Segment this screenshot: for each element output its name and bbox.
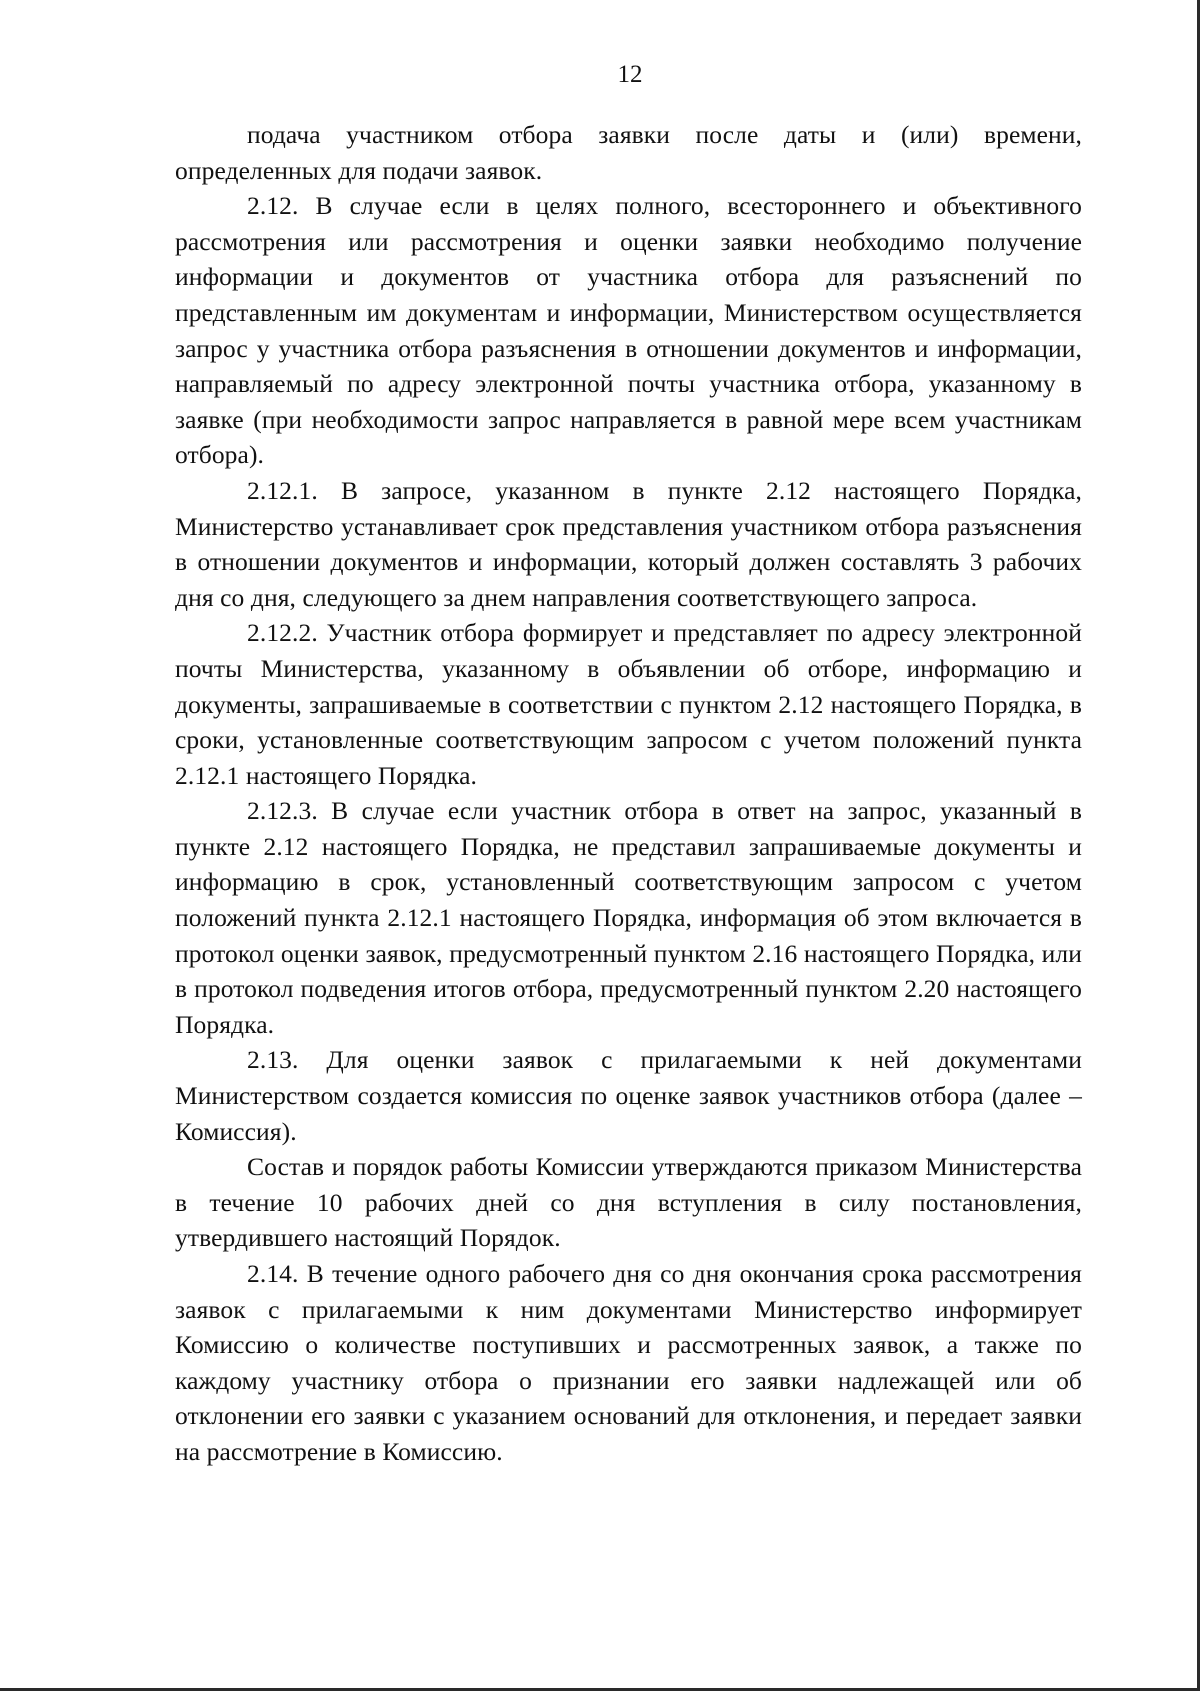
- paragraph-continuation: подача участником отбора заявки после даты и (или) времени, определенных для подачи заявок.: [175, 120, 1082, 185]
- paragraph-2-14: 2.14. В течение одного рабочего дня со дня окончания срока рассмотрения заявок с прилагаемыми к ним документами Министерство информирует Комиссию о количестве поступивших и рассмотренных заявок, а также по каждому участнику отбора о признании его заявки надлежащей или об отклонении его заявки с указанием оснований для отклонения, и передает заявки на рассмотрение в Комиссию.: [175, 1259, 1082, 1466]
- paragraph-commission-composition: Состав и порядок работы Комиссии утверждаются приказом Министерства в течение 10 рабочих дней со дня вступления в силу постановления, утвердившего настоящий Порядок.: [175, 1152, 1082, 1253]
- document-body: [175, 117, 1082, 1470]
- paragraph-2-13: 2.13. Для оценки заявок с прилагаемыми к ней документами Министерством создается комиссия по оценке заявок участников отбора (далее – Комиссия).: [175, 1045, 1082, 1146]
- paragraph-2-12-2: 2.12.2. Участник отбора формирует и представляет по адресу электронной почты Министерства, указанному в объявлении об отборе, информацию и документы, запрашиваемые в соответствии с пунктом 2.12 настоящего Порядка, в сроки, установленные соответствующим запросом с учетом положений пункта 2.12.1 настоящего Порядка.: [175, 618, 1082, 790]
- paragraph-2-12: 2.12. В случае если в целях полного, всестороннего и объективного рассмотрения или рассмотрения и оценки заявки необходимо получение информации и документов от участника отбора для разъяснений по представленным им документам и информации, Министерством осуществляется запрос у участника отбора разъяснения в отношении документов и информации, направляемый по адресу электронной почты участника отбора, указанному в заявке (при необходимости запрос направляется в равной мере всем участникам отбора).: [175, 191, 1082, 470]
- page-number: 12: [617, 61, 643, 88]
- paragraph-2-12-3: 2.12.3. В случае если участник отбора в ответ на запрос, указанный в пункте 2.12 настоящего Порядка, не представил запрашиваемые документы и информацию в срок, установленный соответствующим запросом с учетом положений пункта 2.12.1 настоящего Порядка, информация об этом включается в протокол оценки заявок, предусмотренный пунктом 2.16 настоящего Порядка, или в протокол подведения итогов отбора, предусмотренный пунктом 2.20 настоящего Порядка.: [175, 796, 1082, 1039]
- paragraph-2-12-1: 2.12.1. В запросе, указанном в пункте 2.12 настоящего Порядка, Министерство устанавливает срок представления участником отбора разъяснения в отношении документов и информации, который должен составлять 3 рабочих дня со дня, следующего за днем направления соответствующего запроса.: [175, 475, 1082, 612]
